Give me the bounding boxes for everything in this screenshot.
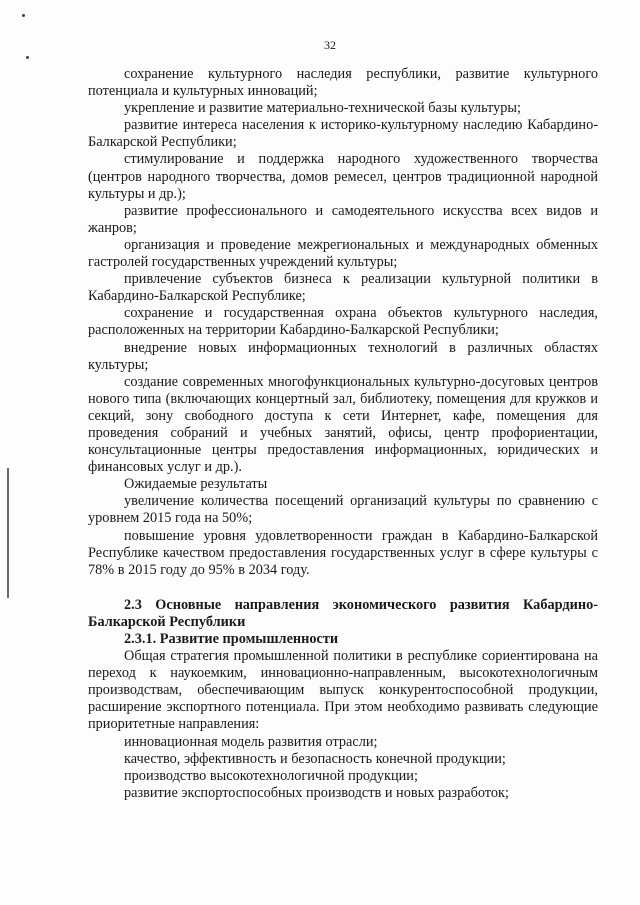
scan-speck (26, 56, 29, 59)
section-heading: 2.3 Основные направления экономического развития Кабардино-Балкарской Республики (88, 596, 598, 630)
paragraph: привлечение субъектов бизнеса к реализации культурной политики в Кабардино-Балкарской Республике; (88, 271, 598, 305)
page-number: 32 (324, 38, 336, 52)
list-item: качество, эффективность и безопасность конечной продукции; (124, 750, 506, 767)
paragraph: сохранение культурного наследия республики, развитие культурного потенциала и культурных инноваций; (88, 66, 598, 100)
list-item: производство высокотехнологичной продукции; (124, 767, 418, 784)
paragraph: создание современных многофункциональных культурно-досуговых центров нового типа (включающих концертный зал, библиотеку, помещения для кружков и секций, зону свободного доступа к сети Интернет, кафе, помещения для проведения собраний и учебных занятий, офисы, центр профориентации, консультационные центры предоставления информационных, юридических и финансовых услуг и др.). (88, 373, 598, 476)
document-body (88, 66, 598, 802)
spacer (88, 579, 598, 597)
list-item: развитие экспортоспособных производств и новых разработок; (124, 784, 509, 801)
paragraph: Общая стратегия промышленной политики в республике сориентирована на переход к наукоемким, инновационно-направленным, высокотехнологичным производствам, обеспечивающим выпуск конкурентоспособной продукции, расширение экспортного потенциала. При этом необходимо развивать следующие приоритетные направления: (88, 648, 598, 733)
scan-edge-mark (7, 468, 9, 598)
list-item: инновационная модель развития отрасли; (124, 733, 378, 750)
paragraph: повышение уровня удовлетворенности граждан в Кабардино-Балкарской Республике качеством предоставления государственных услуг в сфере культуры с 78% в 2015 году до 95% в 2034 году. (88, 527, 598, 578)
paragraph: укрепление и развитие материально-технической базы культуры; (124, 100, 521, 117)
paragraph: внедрение новых информационных технологий в различных областях культуры; (88, 339, 598, 373)
paragraph: развитие интереса населения к историко-культурному наследию Кабардино-Балкарской Республики; (88, 117, 598, 151)
paragraph: увеличение количества посещений организаций культуры по сравнению с уровнем 2015 года на 50%; (88, 493, 598, 527)
subsection-heading: 2.3.1. Развитие промышленности (124, 631, 339, 647)
paragraph: развитие профессионального и самодеятельного искусства всех видов и жанров; (88, 202, 598, 236)
scan-speck (22, 14, 25, 17)
paragraph: сохранение и государственная охрана объектов культурного наследия, расположенных на территории Кабардино-Балкарской Республики; (88, 305, 598, 339)
paragraph: организация и проведение межрегиональных и международных обменных гастролей государственных учреждений культуры; (88, 236, 598, 271)
paragraph: стимулирование и поддержка народного художественного творчества (центров народного творчества, домов ремесел, центров традиционной народной культуры и др.); (88, 151, 598, 202)
expected-results-label: Ожидаемые результаты (124, 476, 268, 493)
